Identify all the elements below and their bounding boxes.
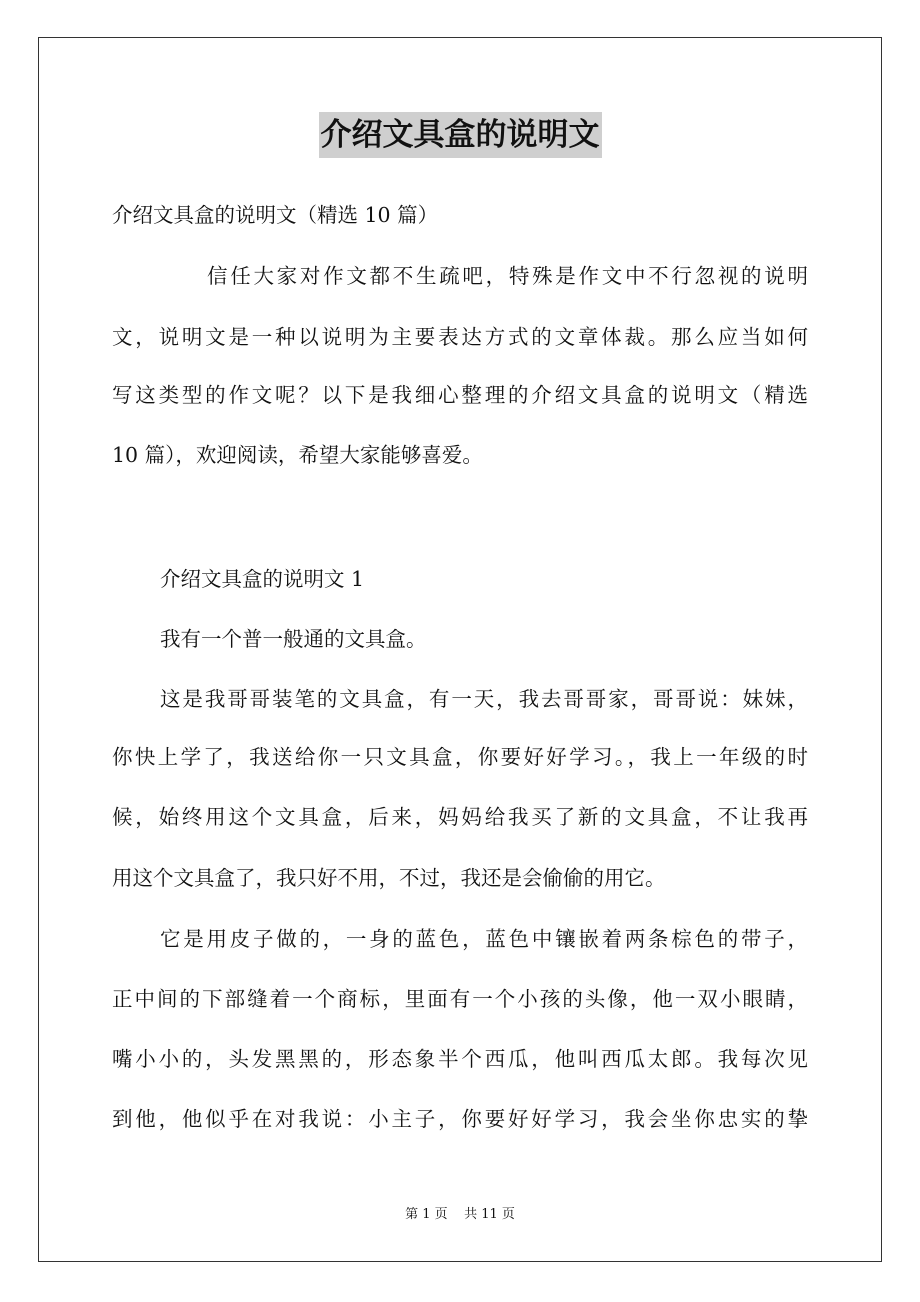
document-subtitle: 介绍文具盒的说明文（精选 10 篇） [112,203,439,227]
intro-line-4: 10 篇），欢迎阅读，希望大家能够喜爱。 [112,443,483,467]
paragraph-2-line-3: 候，始终用这个文具盒，后来，妈妈给我买了新的文具盒，不让我再 [112,805,808,829]
paragraph-3-line-1: 它是用皮子做的，一身的蓝色，蓝色中镶嵌着两条棕色的带子， [160,927,808,951]
page-footer: 第 1 页 共 11 页 [405,1207,515,1222]
paragraph-2-line-2: 你快上学了，我送给你一只文具盒，你要好好学习。，我上一年级的时 [112,745,808,769]
intro-line-1: 信任大家对作文都不生疏吧，特殊是作文中不行忽视的说明 [207,264,808,288]
document-title: 介绍文具盒的说明文 [319,112,602,158]
paragraph-2-line-4: 用这个文具盒了，我只好不用，不过，我还是会偷偷的用它。 [112,866,666,890]
intro-line-3: 写这类型的作文呢？以下是我细心整理的介绍文具盒的说明文（精选 [112,383,808,407]
paragraph-1: 我有一个普一般通的文具盒。 [160,627,427,651]
paragraph-3-line-4: 到他，他似乎在对我说：小主子，你要好好学习，我会坐你忠实的挚 [112,1107,808,1131]
intro-line-2: 文，说明文是一种以说明为主要表达方式的文章体裁。那么应当如何 [112,325,808,349]
title-container [0,112,920,158]
paragraph-3-line-3: 嘴小小的，头发黑黑的，形态象半个西瓜，他叫西瓜太郎。我每次见 [112,1047,808,1071]
section-heading: 介绍文具盒的说明文 1 [160,567,365,591]
paragraph-3-line-2: 正中间的下部缝着一个商标，里面有一个小孩的头像，他一双小眼睛， [112,987,808,1011]
paragraph-2-line-1: 这是我哥哥装笔的文具盒，有一天，我去哥哥家，哥哥说：妹妹， [160,687,808,711]
